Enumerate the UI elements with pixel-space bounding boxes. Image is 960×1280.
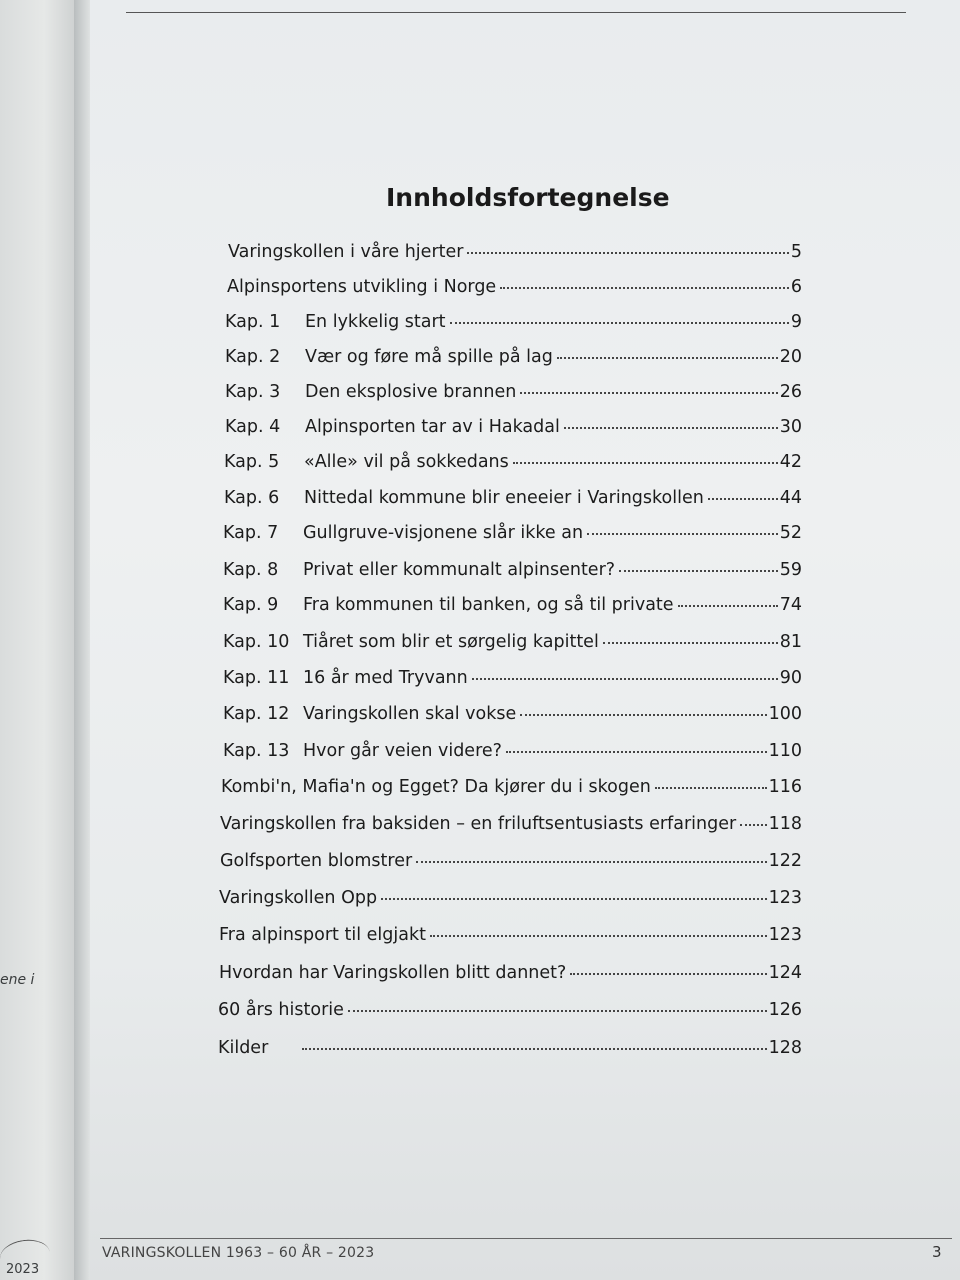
toc-entry	[220, 851, 802, 871]
toc-chapter-label: Kap. 10	[223, 632, 290, 652]
toc-page-number: 5	[790, 242, 802, 262]
footer-text: VARINGSKOLLEN 1963 – 60 ÅR – 2023	[102, 1245, 375, 1261]
toc-entry-title: «Alle» vil på sokkedans	[304, 452, 509, 472]
toc-page-number: 110	[768, 741, 802, 761]
toc-entry-title: Fra kommunen til banken, og så til private	[303, 595, 674, 615]
toc-dot-leader	[570, 973, 766, 975]
toc-entry	[223, 668, 802, 688]
toc-entry	[220, 814, 802, 834]
toc-dot-leader	[740, 824, 766, 826]
page-number: 3	[932, 1243, 942, 1261]
toc-dot-leader	[708, 498, 778, 500]
toc-entry-title: Privat eller kommunalt alpinsenter?	[303, 560, 616, 580]
toc-page-number: 81	[779, 632, 802, 652]
toc-entry	[223, 741, 802, 761]
toc-entry	[219, 925, 802, 945]
book-page	[90, 0, 960, 1280]
toc-entry-title: Gullgruve-visjonene slår ikke an	[303, 523, 584, 543]
toc-entry	[224, 452, 802, 472]
toc-page-number: 124	[768, 963, 802, 983]
toc-entry-title: Vær og føre må spille på lag	[305, 347, 553, 367]
table-of-contents	[90, 0, 960, 1280]
toc-entry	[225, 382, 802, 402]
page-title: Innholdsfortegnelse	[386, 183, 670, 212]
toc-entry	[225, 347, 802, 367]
toc-page-number: 30	[779, 417, 802, 437]
toc-page-number: 44	[779, 488, 802, 508]
toc-entry	[223, 704, 802, 724]
toc-chapter-label: Kap. 2	[225, 347, 281, 367]
toc-dot-leader	[564, 427, 778, 429]
toc-entry	[221, 777, 802, 797]
toc-dot-leader	[381, 898, 767, 900]
toc-page-number: 126	[768, 1000, 802, 1020]
toc-entry	[223, 632, 802, 652]
toc-page-number: 123	[768, 925, 802, 945]
toc-entry-title: Hvordan har Varingskollen blitt dannet?	[219, 963, 567, 983]
toc-entry	[228, 242, 802, 262]
left-page-edge	[0, 0, 74, 1280]
toc-entry	[225, 417, 802, 437]
toc-page-number: 122	[768, 851, 802, 871]
toc-entry-title: Den eksplosive brannen	[305, 382, 517, 402]
toc-chapter-label: Kap. 13	[223, 741, 290, 761]
toc-entry-title: Golfsporten blomstrer	[220, 851, 413, 871]
toc-dot-leader	[472, 678, 778, 680]
toc-dot-leader	[655, 787, 767, 789]
toc-dot-leader	[520, 714, 766, 716]
toc-entry-title: Tiåret som blir et sørgelig kapittel	[303, 632, 599, 652]
toc-entry-title: Kombi'n, Mafia'n og Egget? Da kjører du i skogen	[221, 777, 651, 797]
toc-page-number: 128	[768, 1038, 802, 1058]
toc-dot-leader	[619, 570, 778, 572]
toc-page-number: 9	[790, 312, 802, 332]
toc-page-number: 6	[790, 277, 802, 297]
toc-entry	[223, 595, 802, 615]
toc-entry-title: Alpinsportens utvikling i Norge	[227, 277, 497, 297]
left-page-year-fragment: 2023	[6, 1262, 40, 1277]
toc-page-number: 42	[779, 452, 802, 472]
toc-page-number: 90	[779, 668, 802, 688]
toc-entry	[219, 888, 802, 908]
toc-dot-leader	[348, 1010, 767, 1012]
toc-dot-leader	[430, 935, 767, 937]
toc-page-number: 100	[768, 704, 802, 724]
book-gutter	[74, 0, 90, 1280]
toc-chapter-label: Kap. 8	[223, 560, 279, 580]
toc-entry	[225, 312, 802, 332]
toc-chapter-label: Kap. 5	[224, 452, 280, 472]
toc-dot-leader	[302, 1048, 767, 1050]
toc-entry-title: Varingskollen fra baksiden – en friluftsentusiasts erfaringer	[220, 814, 737, 834]
toc-chapter-label: Kap. 12	[223, 704, 290, 724]
toc-page-number: 74	[779, 595, 802, 615]
toc-dot-leader	[513, 462, 778, 464]
toc-dot-leader	[467, 252, 788, 254]
toc-entry-title: Hvor går veien videre?	[303, 741, 502, 761]
toc-entry	[224, 488, 802, 508]
left-page-text-fragment: ene i	[0, 972, 35, 988]
toc-entry-title: Nittedal kommune blir eneeier i Varingskollen	[304, 488, 704, 508]
toc-dot-leader	[557, 357, 778, 359]
toc-entry	[218, 1000, 802, 1020]
toc-entry-title: Varingskollen skal vokse	[303, 704, 517, 724]
toc-chapter-label: Kap. 4	[225, 417, 281, 437]
toc-page-number: 20	[779, 347, 802, 367]
toc-chapter-label: Kap. 1	[225, 312, 281, 332]
toc-entry-title: Varingskollen i våre hjerter	[228, 242, 464, 262]
footer-rule	[100, 1238, 952, 1239]
toc-entry-title: 60 års historie	[218, 1000, 344, 1020]
toc-entry-title: En lykkelig start	[305, 312, 446, 332]
toc-page-number: 118	[768, 814, 802, 834]
toc-entry-title: 16 år med Tryvann	[303, 668, 468, 688]
toc-dot-leader	[416, 861, 766, 863]
toc-dot-leader	[450, 322, 789, 324]
toc-dot-leader	[678, 605, 778, 607]
toc-entry	[227, 277, 802, 297]
toc-dot-leader	[587, 533, 778, 535]
toc-entry-title: Varingskollen Opp	[219, 888, 378, 908]
toc-chapter-label: Kap. 7	[223, 523, 279, 543]
toc-page-number: 123	[768, 888, 802, 908]
toc-page-number: 52	[779, 523, 802, 543]
toc-chapter-label: Kap. 3	[225, 382, 281, 402]
toc-entry-title: Kilder	[218, 1038, 269, 1058]
toc-entry-title: Fra alpinsport til elgjakt	[219, 925, 426, 945]
toc-entry	[218, 1038, 802, 1058]
toc-entry	[219, 963, 802, 983]
toc-dot-leader	[520, 392, 777, 394]
toc-entry	[223, 560, 802, 580]
toc-chapter-label: Kap. 6	[224, 488, 280, 508]
toc-page-number: 26	[779, 382, 802, 402]
toc-dot-leader	[500, 287, 789, 289]
toc-entry-title: Alpinsporten tar av i Hakadal	[305, 417, 560, 437]
toc-chapter-label: Kap. 9	[223, 595, 279, 615]
toc-entry	[223, 523, 802, 543]
toc-dot-leader	[506, 751, 767, 753]
toc-page-number: 59	[779, 560, 802, 580]
toc-chapter-label: Kap. 11	[223, 668, 290, 688]
toc-page-number: 116	[768, 777, 802, 797]
toc-dot-leader	[603, 642, 778, 644]
